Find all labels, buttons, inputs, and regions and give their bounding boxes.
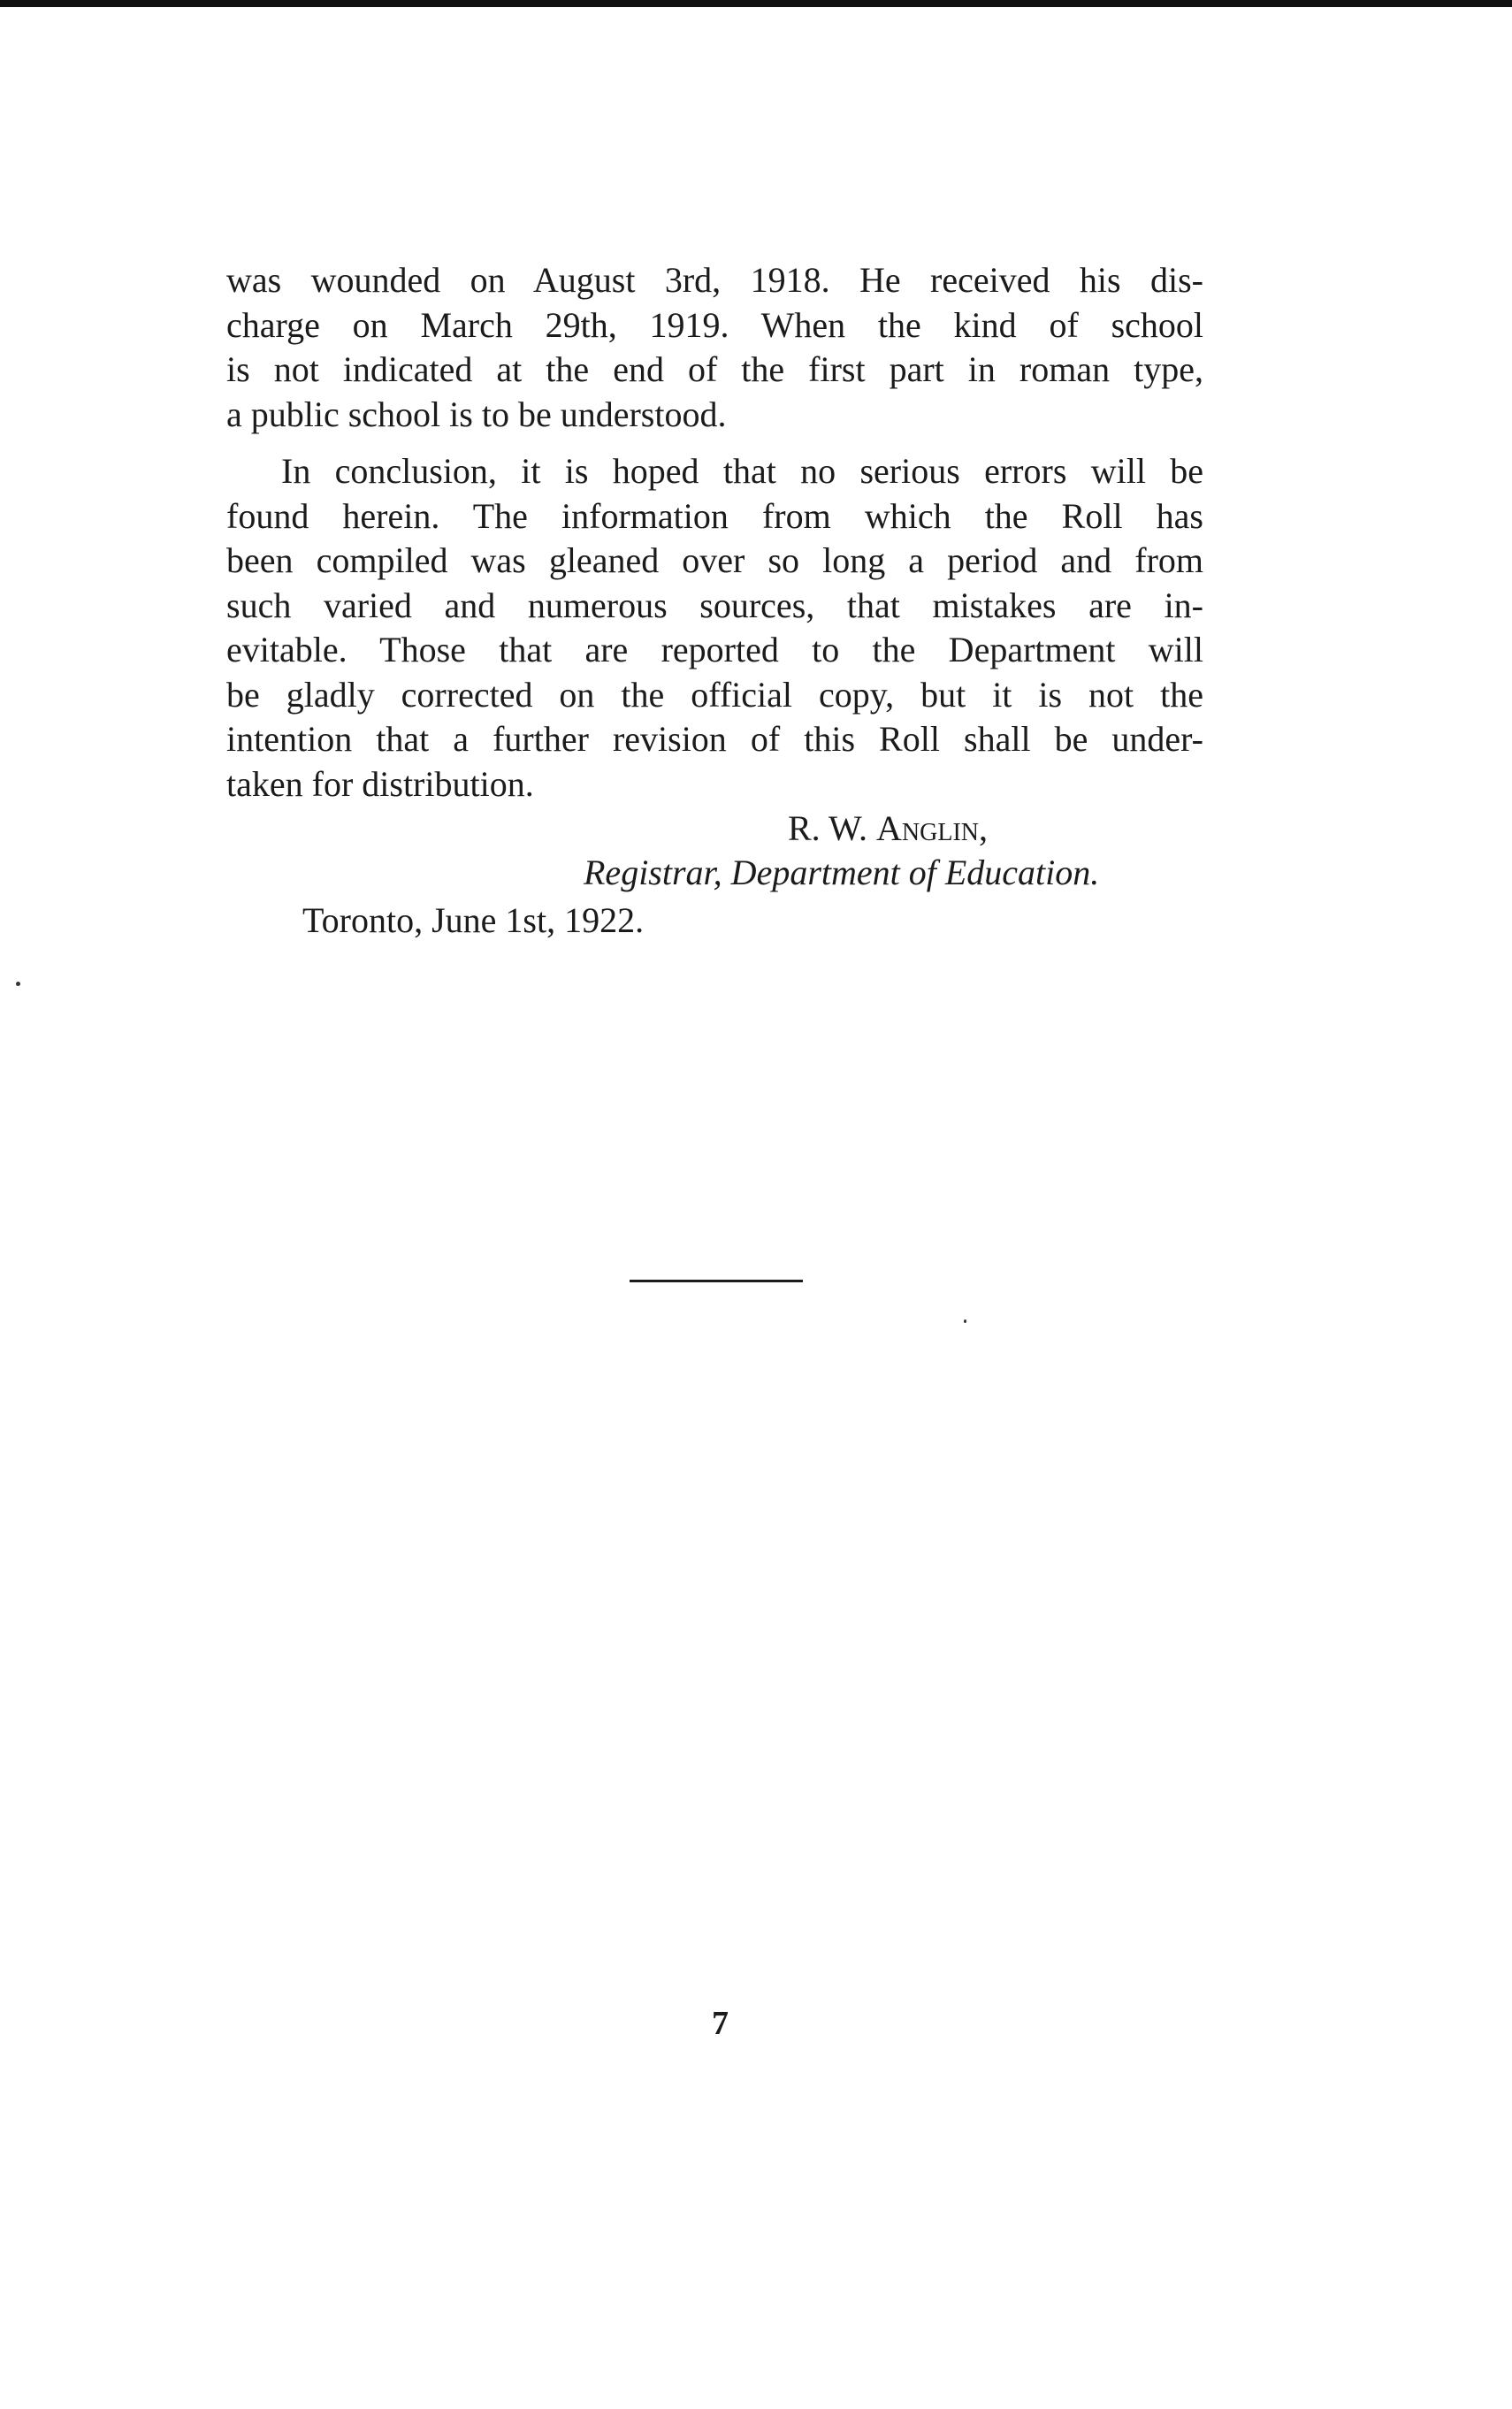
text-line: a public school is to be understood. bbox=[226, 394, 727, 434]
text-line: was wounded on August 3rd, 1918. He received his dis- bbox=[226, 260, 1203, 300]
text-line: charge on March 29th, 1919. When the kind of school bbox=[226, 304, 1203, 345]
page-number: 7 bbox=[712, 2005, 729, 2042]
text-line: such varied and numerous sources, that mistakes are in- bbox=[226, 585, 1203, 625]
text-line: is not indicated at the end of the first part in roman type, bbox=[226, 349, 1203, 389]
dateline: Toronto, June 1st, 1922. bbox=[302, 900, 645, 940]
signature-title: Registrar, Department of Education. bbox=[584, 853, 1100, 892]
signature-name bbox=[788, 807, 988, 851]
text-line: taken for distribution. bbox=[226, 763, 534, 804]
paragraph-discharge-note bbox=[226, 258, 1203, 437]
text-line: been compiled was gleaned over so long a period and from bbox=[226, 540, 1203, 580]
top-border-rule bbox=[0, 0, 1512, 7]
scan-speck bbox=[16, 982, 20, 986]
text-line: In conclusion, it is hoped that no serious errors will be bbox=[281, 451, 1203, 491]
text-line: be gladly corrected on the official copy, but it is not the bbox=[226, 674, 1203, 715]
signature-initials: R. W. bbox=[788, 808, 868, 848]
section-divider-rule bbox=[630, 1280, 803, 1282]
text-line: found herein. The information from which the Roll has bbox=[226, 495, 1203, 536]
text-line: intention that a further revision of this Roll shall be under- bbox=[226, 719, 1203, 759]
scan-speck bbox=[964, 1319, 966, 1323]
paragraph-conclusion bbox=[226, 449, 1203, 807]
signature-surname: Anglin, bbox=[876, 808, 989, 848]
text-line: evitable. Those that are reported to the Department will bbox=[226, 630, 1203, 669]
